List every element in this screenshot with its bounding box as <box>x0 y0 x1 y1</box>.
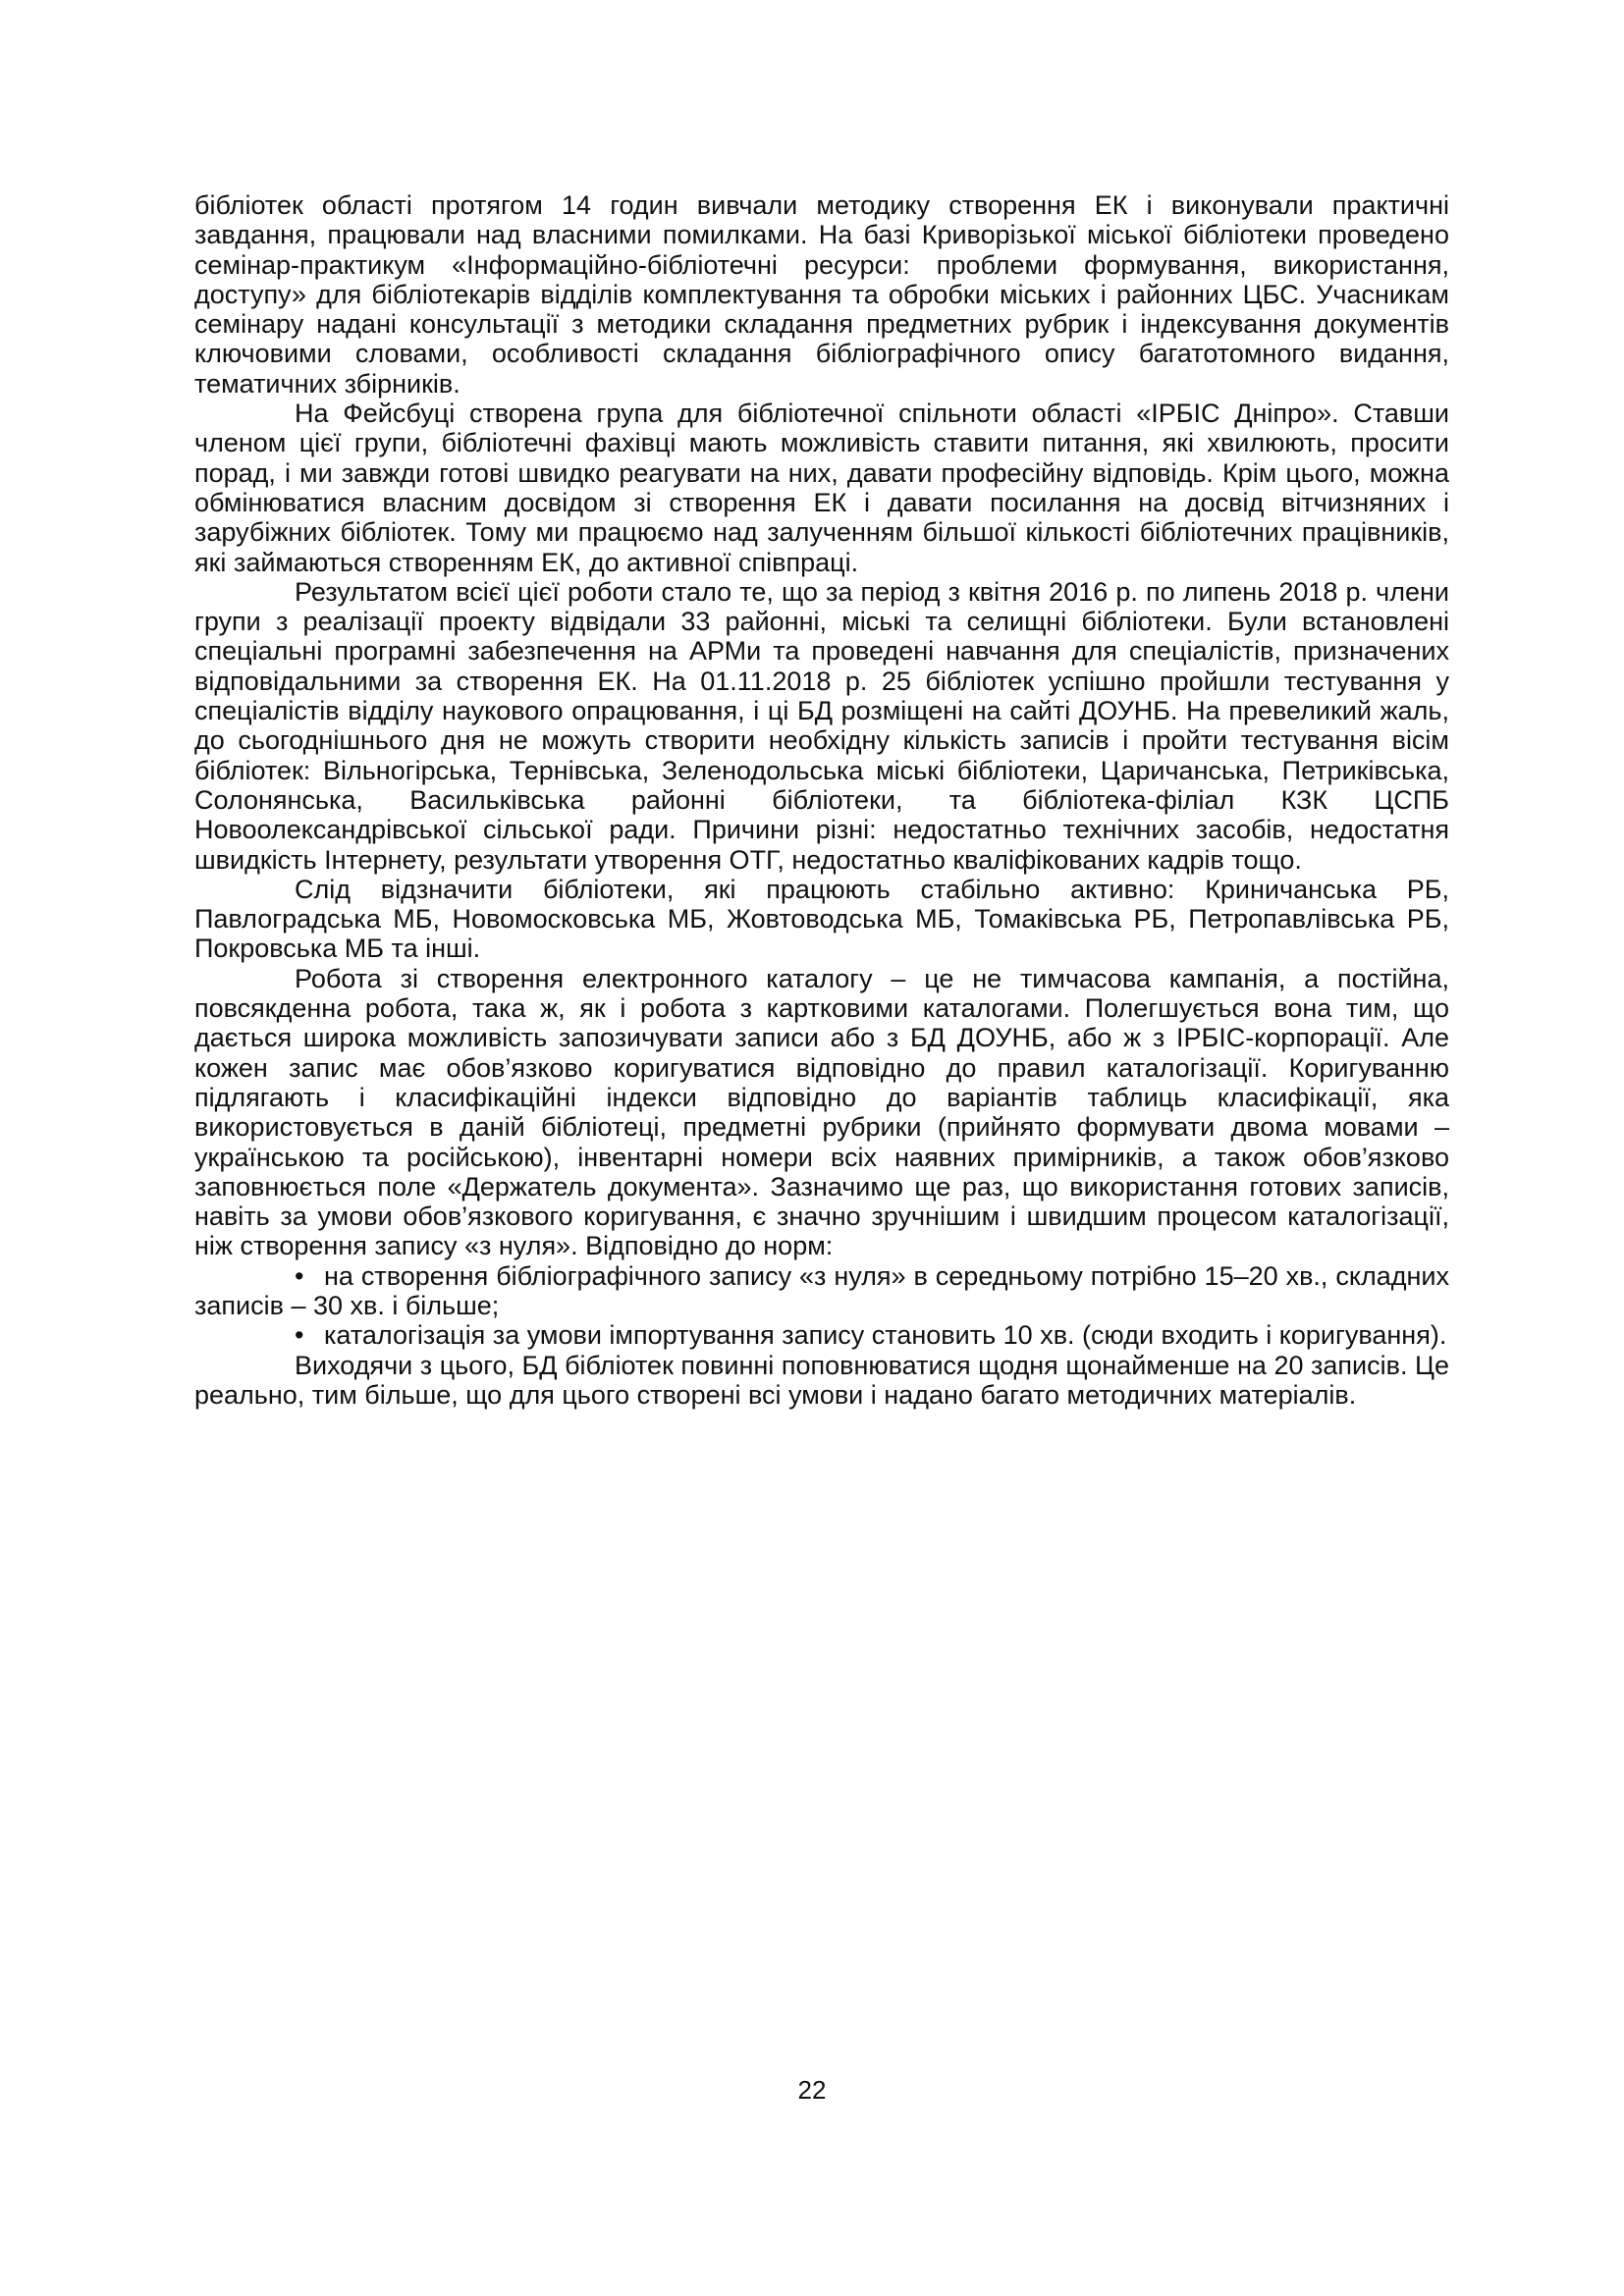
bullet-item-2 <box>194 1320 1449 1350</box>
paragraph-1: бібліотек області протягом 14 годин вивчали методику створення ЕК і виконували практичні завдання, працювали над власними помилками. На базі Криворізької міської бібліотеки проведено семінар-практикум «Інформаційно-бібліотечні ресурси: проблеми формування, використання, доступу» для бібліотекарів відділів комплектування та обробки міських і районних ЦБС. Учасникам семінару надані консультації з методики складання предметних рубрик і індексування документів ключовими словами, особливості складання бібліографічного опису багатотомного видання, тематичних збірників. <box>194 190 1449 399</box>
paragraph-4: Слід відзначити бібліотеки, які працюють стабільно активно: Криничанська РБ, Павлоградська МБ, Новомосковська МБ, Жовтоводська МБ, Томаківська РБ, Петропавлівська РБ, Покровська МБ та інші. <box>194 874 1449 964</box>
paragraph-3: Результатом всієї цієї роботи стало те, що за період з квітня 2016 р. по липень 2018 р. члени групи з реалізації проекту відвідали 33 районні, міські та селищні бібліотеки. Були встановлені спеціальні програмні забезпечення на АРМи та проведені навчання для спеціалістів, призначених відповідальними за створення ЕК. На 01.11.2018 р. 25 бібліотек успішно пройшли тестування у спеціалістів відділу наукового опрацювання, і ці БД розміщені на сайті ДОУНБ. На превеликий жаль, до сьогоднішнього дня не можуть створити необхідну кількість записів і пройти тестування вісім бібліотек: Вільногірська, Тернівська, Зеленодольська міські бібліотеки, Царичанська, Петриківська, Солонянська, Васильківська районні бібліотеки, та бібліотека-філіал КЗК ЦСПБ Новоолександрівської сільської ради. Причини різні: недостатньо технічних засобів, недостатня швидкість Інтернету, результати утворення ОТГ, недостатньо кваліфікованих кадрів тощо. <box>194 576 1449 875</box>
paragraph-5: Робота зі створення електронного каталогу – це не тимчасова кампанія, а постійна, повсякденна робота, така ж, як і робота з картковими каталогами. Полегшується вона тим, що дається широка можливість запозичувати записи або з БД ДОУНБ, або ж з ІРБІС-корпорації. Але кожен запис має обов’язково коригуватися відповідно до правил каталогізації. Коригуванню підлягають і класифікаційні індекси відповідно до варіантів таблиць класифікації, яка використовується в даній бібліотеці, предметні рубрики (прийнято формувати двома мовами – українською та російською), інвентарні номери всіх наявних примірників, а також обов’язково заповнюється поле «Держатель документа». Зазначимо ще раз, що використання готових записів, навіть за умови обов’язкового коригування, є значно зручнішим і швидшим процесом каталогізації, ніж створення запису «з нуля». Відповідно до норм: <box>194 963 1449 1261</box>
bullet-item-1 <box>194 1261 1449 1321</box>
paragraph-2: На Фейсбуці створена група для бібліотечної спільноти області «ІРБІС Дніпро». Ставши членом цієї групи, бібліотечні фахівці мають можливість ставити питання, які хвилюють, просити порад, і ми завжди готові швидко реагувати на них, давати професійну відповідь. Крім цього, можна обмінюватися власним досвідом зі створення ЕК і давати посилання на досвід вітчизняних і зарубіжних бібліотек. Тому ми працюємо над залученням більшої кількості бібліотечних працівників, які займаються створенням ЕК, до активної співпраці. <box>194 399 1449 577</box>
bullet-text: каталогізація за умови імпортування запису становить 10 хв. (сюди входить і коригування). <box>324 1320 1447 1351</box>
document-body <box>194 190 1449 1410</box>
bullet-text: на створення бібліографічного запису «з нуля» в середньому потрібно 15–20 хв., складних записів – 30 хв. і більше; <box>194 1260 1449 1320</box>
page-number: 22 <box>797 2075 827 2105</box>
bullet-icon: • <box>295 1260 304 1291</box>
bullet-icon: • <box>295 1320 304 1351</box>
closing-paragraph: Виходячи з цього, БД бібліотек повинні поповнюватися щодня щонайменше на 20 записів. Це реально, тим більше, що для цього створені всі умови і надано багато методичних матеріалів. <box>194 1350 1449 1410</box>
